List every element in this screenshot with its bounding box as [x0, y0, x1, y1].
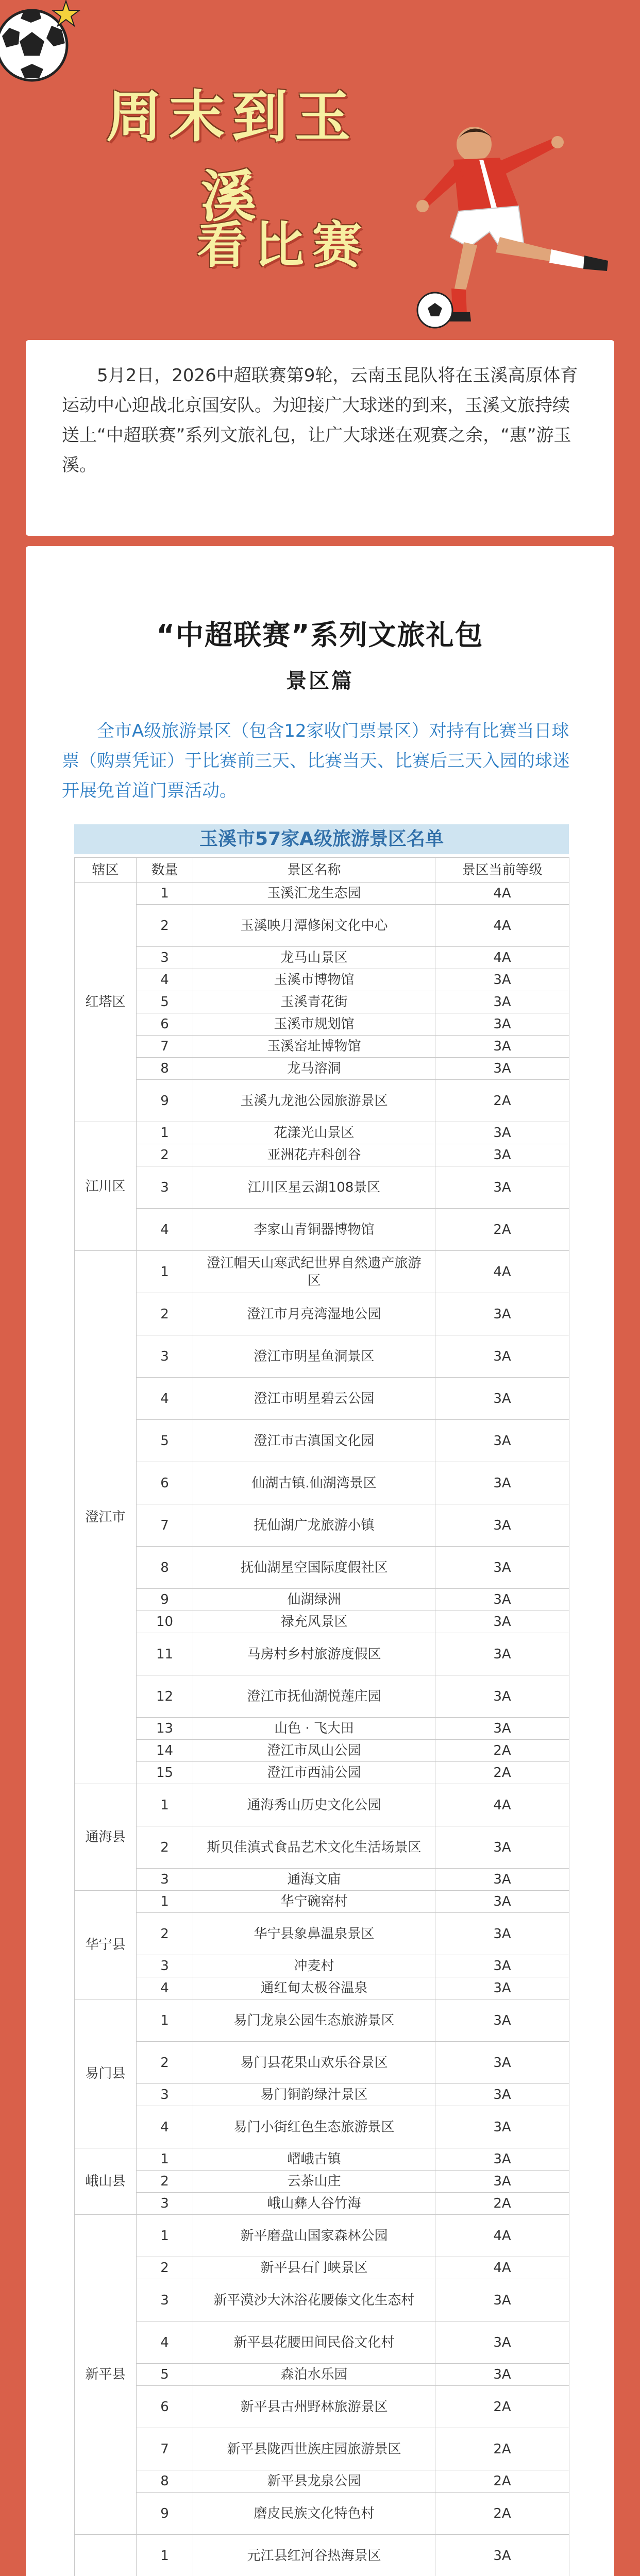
level-cell: 3A: [435, 1122, 569, 1144]
spot-name-cell: 易门小街红色生态旅游景区: [193, 2106, 435, 2148]
table-row: [75, 991, 569, 1013]
spot-name-cell: 玉溪青花街: [193, 991, 435, 1013]
table-row: [75, 905, 569, 947]
spot-name-cell: 澄江市西浦公园: [193, 1762, 435, 1784]
table-row: [75, 1718, 569, 1740]
level-cell: 3A: [435, 1462, 569, 1504]
row-number-cell: 5: [137, 991, 193, 1013]
table-row: [75, 1762, 569, 1784]
spot-name-cell: 玉溪市规划馆: [193, 1013, 435, 1036]
level-cell: 3A: [435, 1166, 569, 1209]
spot-name-cell: 澄江帽天山寒武纪世界自然遗产旅游区: [193, 1251, 435, 1293]
row-number-cell: 1: [137, 1251, 193, 1293]
level-cell: 3A: [435, 1633, 569, 1675]
table-row: [75, 1913, 569, 1955]
row-number-cell: 2: [137, 1144, 193, 1166]
level-cell: 2A: [435, 2386, 569, 2428]
row-number-cell: 1: [137, 2215, 193, 2257]
level-cell: 3A: [435, 1675, 569, 1718]
row-number-cell: 2: [137, 2257, 193, 2279]
table-row: [75, 1013, 569, 1036]
level-cell: 3A: [435, 1058, 569, 1080]
spot-name-cell: 通红甸太极谷温泉: [193, 1977, 435, 1999]
spot-name-cell: 新平县石门峡景区: [193, 2257, 435, 2279]
level-cell: 2A: [435, 2428, 569, 2470]
level-cell: 3A: [435, 1913, 569, 1955]
spot-name-cell: 江川区星云湖108景区: [193, 1166, 435, 1209]
level-cell: 3A: [435, 1013, 569, 1036]
table-row: [75, 2084, 569, 2106]
spot-name-cell: 冲麦村: [193, 1955, 435, 1977]
row-number-cell: 3: [137, 1955, 193, 1977]
district-cell: 澄江市: [75, 1251, 137, 1784]
level-cell: 3A: [435, 1293, 569, 1335]
spot-name-cell: 易门龙泉公园生态旅游景区: [193, 1999, 435, 2042]
spot-name-cell: 仙湖绿洲: [193, 1589, 435, 1611]
table-row: [75, 1144, 569, 1166]
table-row: [75, 883, 569, 905]
spot-name-cell: 玉溪汇龙生态园: [193, 883, 435, 905]
football-player-illustration: [397, 108, 624, 330]
spot-name-cell: 禄充风景区: [193, 1611, 435, 1633]
level-cell: 4A: [435, 2215, 569, 2257]
spot-name-cell: 新平磨盘山国家森林公园: [193, 2215, 435, 2257]
spot-name-cell: 通海秀山历史文化公园: [193, 1784, 435, 1826]
spot-name-cell: 仙湖古镇.仙湖湾景区: [193, 1462, 435, 1504]
district-cell: 华宁县: [75, 1891, 137, 1999]
row-number-cell: 1: [137, 2535, 193, 2576]
spot-name-cell: 马房村乡村旅游度假区: [193, 1633, 435, 1675]
table-row: [75, 1611, 569, 1633]
table-row: [75, 1504, 569, 1547]
district-cell: 红塔区: [75, 883, 137, 1122]
spot-name-cell: 花漾光山景区: [193, 1122, 435, 1144]
table-row: [75, 2193, 569, 2215]
level-cell: 3A: [435, 1999, 569, 2042]
level-cell: 3A: [435, 1378, 569, 1420]
table-row: [75, 1293, 569, 1335]
row-number-cell: 9: [137, 1080, 193, 1122]
spot-name-cell: 玉溪九龙池公园旅游景区: [193, 1080, 435, 1122]
header-district: 辖区: [75, 858, 137, 883]
table-row: [75, 1977, 569, 1999]
row-number-cell: 13: [137, 1718, 193, 1740]
level-cell: 3A: [435, 1977, 569, 1999]
spot-name-cell: 玉溪市博物馆: [193, 969, 435, 991]
table-row: [75, 1122, 569, 1144]
row-number-cell: 5: [137, 1420, 193, 1462]
row-number-cell: 7: [137, 2428, 193, 2470]
level-cell: 3A: [435, 1335, 569, 1378]
spot-name-cell: 澄江市明星鱼洞景区: [193, 1335, 435, 1378]
table-row: [75, 1378, 569, 1420]
discount-notice: 全市A级旅游景区（包含12家收门票景区）对持有比赛当日球票（购票凭证）于比赛前三天、比赛当天、比赛后三天入园的球迷开展免首道门票活动。: [62, 721, 570, 801]
row-number-cell: 3: [137, 1335, 193, 1378]
spot-name-cell: 澄江市抚仙湖悦莲庄园: [193, 1675, 435, 1718]
level-cell: 3A: [435, 2106, 569, 2148]
level-cell: 3A: [435, 2148, 569, 2171]
level-cell: 3A: [435, 2279, 569, 2321]
row-number-cell: 2: [137, 905, 193, 947]
spot-name-cell: 新平县龙泉公园: [193, 2470, 435, 2493]
table-row: [75, 2386, 569, 2428]
row-number-cell: 11: [137, 1633, 193, 1675]
table-row: [75, 2042, 569, 2084]
spot-name-cell: 云茶山庄: [193, 2171, 435, 2193]
table-header-row: [75, 858, 569, 883]
row-number-cell: 4: [137, 2321, 193, 2364]
row-number-cell: 2: [137, 1826, 193, 1869]
row-number-cell: 5: [137, 2364, 193, 2386]
row-number-cell: 8: [137, 2470, 193, 2493]
table-row: [75, 1955, 569, 1977]
level-cell: 4A: [435, 947, 569, 969]
spot-name-cell: 龙马山景区: [193, 947, 435, 969]
spot-name-cell: 玉溪映月潭修闲文化中心: [193, 905, 435, 947]
level-cell: 3A: [435, 2535, 569, 2576]
row-number-cell: 2: [137, 1913, 193, 1955]
table-title: 玉溪市57家A级旅游景区名单: [74, 824, 569, 854]
header-spot-name: 景区名称: [193, 858, 435, 883]
row-number-cell: 14: [137, 1740, 193, 1762]
table-row: [75, 1058, 569, 1080]
row-number-cell: 1: [137, 2148, 193, 2171]
row-number-cell: 3: [137, 2279, 193, 2321]
spot-name-cell: 森泊水乐园: [193, 2364, 435, 2386]
table-row: [75, 1462, 569, 1504]
level-cell: 3A: [435, 1036, 569, 1058]
spot-name-cell: 山色 · 飞大田: [193, 1718, 435, 1740]
table-row: [75, 2321, 569, 2364]
spot-name-cell: 华宁县象鼻温泉景区: [193, 1913, 435, 1955]
level-cell: 4A: [435, 905, 569, 947]
scenic-spot-table: [74, 857, 569, 2576]
row-number-cell: 1: [137, 1122, 193, 1144]
intro-card: [26, 340, 614, 536]
table-row: [75, 969, 569, 991]
table-row: [75, 1036, 569, 1058]
level-cell: 3A: [435, 1718, 569, 1740]
level-cell: 4A: [435, 1784, 569, 1826]
table-row: [75, 947, 569, 969]
table-row: [75, 1251, 569, 1293]
spot-name-cell: 澄江市月亮湾湿地公园: [193, 1293, 435, 1335]
spot-name-cell: 峨山彝人谷竹海: [193, 2193, 435, 2215]
spot-name-cell: 澄江市古滇国文化园: [193, 1420, 435, 1462]
level-cell: 3A: [435, 1869, 569, 1891]
table-row: [75, 2279, 569, 2321]
district-cell: 易门县: [75, 1999, 137, 2148]
row-number-cell: 6: [137, 1013, 193, 1036]
row-number-cell: 15: [137, 1762, 193, 1784]
level-cell: 3A: [435, 2042, 569, 2084]
intro-text: 5月2日，2026中超联赛第9轮，云南玉昆队将在玉溪高原体育运动中心迎战北京国安队。为迎接广大球迷的到来，玉溪文旅持续送上“中超联赛”系列文旅礼包，让广大球迷在观赛之余，“惠”游玉溪。: [62, 365, 578, 476]
table-row: [75, 1999, 569, 2042]
spot-name-cell: 斯贝佳滇式食品艺术文化生活场景区: [193, 1826, 435, 1869]
content-card: [26, 546, 614, 2576]
spot-name-cell: 澄江市凤山公园: [193, 1740, 435, 1762]
table-row: [75, 1335, 569, 1378]
table-row: [75, 1891, 569, 1913]
district-cell: 江川区: [75, 1122, 137, 1251]
level-cell: 3A: [435, 2364, 569, 2386]
spot-name-cell: 华宁碗窑村: [193, 1891, 435, 1913]
table-row: [75, 1420, 569, 1462]
level-cell: 3A: [435, 1589, 569, 1611]
row-number-cell: 4: [137, 2106, 193, 2148]
row-number-cell: 3: [137, 2193, 193, 2215]
spot-name-cell: 通海文庙: [193, 1869, 435, 1891]
row-number-cell: 4: [137, 1378, 193, 1420]
table-row: [75, 2257, 569, 2279]
level-cell: 3A: [435, 1611, 569, 1633]
spot-name-cell: 抚仙湖星空国际度假社区: [193, 1547, 435, 1589]
spot-name-cell: 玉溪窑址博物馆: [193, 1036, 435, 1058]
level-cell: 3A: [435, 969, 569, 991]
header-level: 景区当前等级: [435, 858, 569, 883]
table-row: [75, 1166, 569, 1209]
table-body: [75, 883, 569, 2576]
spot-name-cell: 新平县陇西世族庄园旅游景区: [193, 2428, 435, 2470]
row-number-cell: 7: [137, 1504, 193, 1547]
spot-name-cell: 龙马溶洞: [193, 1058, 435, 1080]
row-number-cell: 8: [137, 1547, 193, 1589]
level-cell: 2A: [435, 1740, 569, 1762]
row-number-cell: 6: [137, 1462, 193, 1504]
spot-name-cell: 嶍峨古镇: [193, 2148, 435, 2171]
table-row: [75, 1826, 569, 1869]
star-icon: [45, 0, 87, 31]
table-row: [75, 1633, 569, 1675]
row-number-cell: 6: [137, 2386, 193, 2428]
poster-header: [0, 0, 640, 330]
row-number-cell: 2: [137, 2171, 193, 2193]
table-row: [75, 1784, 569, 1826]
table-row: [75, 1589, 569, 1611]
row-number-cell: 4: [137, 1209, 193, 1251]
row-number-cell: 2: [137, 2042, 193, 2084]
row-number-cell: 10: [137, 1611, 193, 1633]
district-cell: 新平县: [75, 2215, 137, 2535]
spot-name-cell: 抚仙湖广龙旅游小镇: [193, 1504, 435, 1547]
spot-name-cell: 新平县花腰田间民俗文化村: [193, 2321, 435, 2364]
main-title: 周末到玉溪: [106, 85, 358, 229]
level-cell: 3A: [435, 1144, 569, 1166]
table-row: [75, 1080, 569, 1122]
row-number-cell: 3: [137, 2084, 193, 2106]
district-cell: 通海县: [75, 1784, 137, 1891]
row-number-cell: 3: [137, 1166, 193, 1209]
level-cell: 2A: [435, 1209, 569, 1251]
row-number-cell: 1: [137, 883, 193, 905]
level-cell: 3A: [435, 1504, 569, 1547]
table-row: [75, 1547, 569, 1589]
row-number-cell: 12: [137, 1675, 193, 1718]
level-cell: 3A: [435, 1826, 569, 1869]
level-cell: 4A: [435, 883, 569, 905]
row-number-cell: 1: [137, 1999, 193, 2042]
level-cell: 3A: [435, 2171, 569, 2193]
main-subtitle: 看比赛: [197, 216, 370, 274]
level-cell: 2A: [435, 2470, 569, 2493]
level-cell: 3A: [435, 991, 569, 1013]
row-number-cell: 7: [137, 1036, 193, 1058]
level-cell: 3A: [435, 1891, 569, 1913]
spot-name-cell: 磨皮民族文化特色村: [193, 2493, 435, 2535]
level-cell: 4A: [435, 1251, 569, 1293]
spot-name-cell: 澄江市明星碧云公园: [193, 1378, 435, 1420]
spot-name-cell: 元江县红河谷热海景区: [193, 2535, 435, 2576]
row-number-cell: 4: [137, 969, 193, 991]
table-row: [75, 2171, 569, 2193]
district-cell: 峨山县: [75, 2148, 137, 2215]
row-number-cell: 3: [137, 1869, 193, 1891]
level-cell: 3A: [435, 1420, 569, 1462]
level-cell: 3A: [435, 2321, 569, 2364]
table-row: [75, 1675, 569, 1718]
table-row: [75, 2535, 569, 2576]
row-number-cell: 2: [137, 1293, 193, 1335]
header-count: 数量: [137, 858, 193, 883]
row-number-cell: 1: [137, 1891, 193, 1913]
row-number-cell: 4: [137, 1977, 193, 1999]
level-cell: 2A: [435, 1762, 569, 1784]
table-row: [75, 2106, 569, 2148]
table-row: [75, 2493, 569, 2535]
row-number-cell: 9: [137, 1589, 193, 1611]
pack-title: “中超联赛”系列文旅礼包: [156, 619, 484, 651]
level-cell: 2A: [435, 2493, 569, 2535]
level-cell: 2A: [435, 1080, 569, 1122]
spot-name-cell: 李家山青铜器博物馆: [193, 1209, 435, 1251]
pack-subtitle: 景区篇: [286, 669, 354, 693]
table-row: [75, 1740, 569, 1762]
level-cell: 2A: [435, 2193, 569, 2215]
spot-name-cell: 新平县古州野林旅游景区: [193, 2386, 435, 2428]
row-number-cell: 8: [137, 1058, 193, 1080]
table-row: [75, 1869, 569, 1891]
level-cell: 3A: [435, 1547, 569, 1589]
table-row: [75, 2148, 569, 2171]
district-cell: [75, 2535, 137, 2576]
table-row: [75, 2364, 569, 2386]
row-number-cell: 1: [137, 1784, 193, 1826]
level-cell: 3A: [435, 2084, 569, 2106]
spot-name-cell: 易门铜韵绿汁景区: [193, 2084, 435, 2106]
spot-name-cell: 新平漠沙大沐浴花腰傣文化生态村: [193, 2279, 435, 2321]
table-row: [75, 2470, 569, 2493]
row-number-cell: 3: [137, 947, 193, 969]
table-row: [75, 2428, 569, 2470]
row-number-cell: 9: [137, 2493, 193, 2535]
level-cell: 4A: [435, 2257, 569, 2279]
level-cell: 3A: [435, 1955, 569, 1977]
spot-name-cell: 易门县花果山欢乐谷景区: [193, 2042, 435, 2084]
table-row: [75, 2215, 569, 2257]
table-row: [75, 1209, 569, 1251]
spot-name-cell: 亚洲花卉科创谷: [193, 1144, 435, 1166]
